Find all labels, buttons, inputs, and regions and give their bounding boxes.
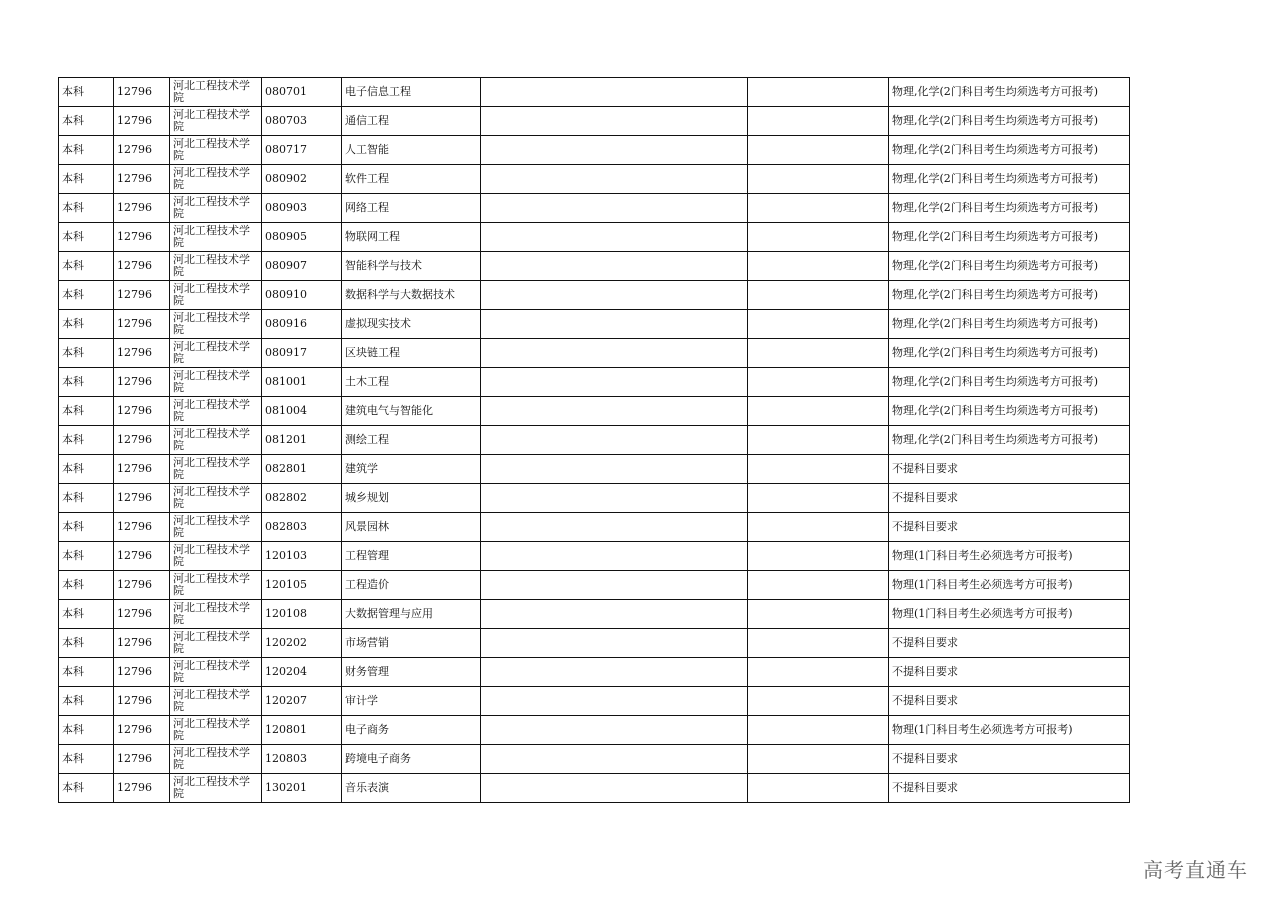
cell-blank [748,426,889,455]
cell-major-code: 080916 [262,310,342,339]
cell-major-code: 120204 [262,658,342,687]
cell-blank [481,658,748,687]
cell-major-code: 120108 [262,600,342,629]
cell-major-name: 工程造价 [342,571,481,600]
table-row [59,513,1130,542]
cell-school-name: 河北工程技术学院 [170,368,262,397]
cell-school-name: 河北工程技术学院 [170,571,262,600]
cell-major-code: 081001 [262,368,342,397]
cell-school-name: 河北工程技术学院 [170,658,262,687]
cell-blank [748,774,889,803]
cell-level: 本科 [59,629,114,658]
cell-subject-requirement: 物理,化学(2门科目考生均须选考方可报考) [889,368,1130,397]
cell-blank [748,484,889,513]
cell-school-code: 12796 [114,194,170,223]
cell-subject-requirement: 物理,化学(2门科目考生均须选考方可报考) [889,136,1130,165]
table-body [59,78,1130,803]
cell-blank [481,78,748,107]
cell-blank [748,252,889,281]
cell-subject-requirement: 物理,化学(2门科目考生均须选考方可报考) [889,252,1130,281]
cell-subject-requirement: 物理,化学(2门科目考生均须选考方可报考) [889,107,1130,136]
cell-school-code: 12796 [114,600,170,629]
cell-subject-requirement: 不提科目要求 [889,484,1130,513]
cell-level: 本科 [59,310,114,339]
table-row [59,136,1130,165]
table-row [59,484,1130,513]
cell-blank [748,107,889,136]
cell-school-code: 12796 [114,136,170,165]
cell-school-code: 12796 [114,629,170,658]
cell-level: 本科 [59,194,114,223]
cell-blank [481,310,748,339]
cell-school-code: 12796 [114,397,170,426]
cell-blank [748,165,889,194]
cell-level: 本科 [59,426,114,455]
cell-level: 本科 [59,658,114,687]
cell-school-code: 12796 [114,513,170,542]
cell-school-name: 河北工程技术学院 [170,78,262,107]
cell-level: 本科 [59,339,114,368]
cell-subject-requirement: 物理,化学(2门科目考生均须选考方可报考) [889,223,1130,252]
cell-subject-requirement: 物理,化学(2门科目考生均须选考方可报考) [889,165,1130,194]
table-row [59,658,1130,687]
cell-blank [481,252,748,281]
cell-level: 本科 [59,542,114,571]
cell-blank [481,542,748,571]
cell-school-code: 12796 [114,426,170,455]
cell-major-name: 电子商务 [342,716,481,745]
table-row [59,571,1130,600]
cell-blank [748,339,889,368]
cell-blank [481,774,748,803]
cell-level: 本科 [59,513,114,542]
cell-blank [481,397,748,426]
table-row [59,252,1130,281]
cell-blank [748,745,889,774]
cell-subject-requirement: 物理,化学(2门科目考生均须选考方可报考) [889,339,1130,368]
cell-school-code: 12796 [114,310,170,339]
cell-blank [481,629,748,658]
cell-major-code: 080917 [262,339,342,368]
cell-blank [748,223,889,252]
cell-school-name: 河北工程技术学院 [170,165,262,194]
cell-school-name: 河北工程技术学院 [170,107,262,136]
cell-level: 本科 [59,368,114,397]
table-row [59,310,1130,339]
cell-major-code: 120202 [262,629,342,658]
cell-blank [481,571,748,600]
cell-major-name: 大数据管理与应用 [342,600,481,629]
cell-major-name: 电子信息工程 [342,78,481,107]
cell-school-name: 河北工程技术学院 [170,136,262,165]
cell-school-code: 12796 [114,339,170,368]
cell-major-name: 工程管理 [342,542,481,571]
cell-school-name: 河北工程技术学院 [170,716,262,745]
cell-level: 本科 [59,716,114,745]
cell-major-name: 音乐表演 [342,774,481,803]
cell-major-code: 120801 [262,716,342,745]
cell-major-code: 120803 [262,745,342,774]
cell-major-code: 120105 [262,571,342,600]
cell-subject-requirement: 不提科目要求 [889,629,1130,658]
table-row [59,716,1130,745]
cell-level: 本科 [59,281,114,310]
table-row [59,281,1130,310]
cell-level: 本科 [59,600,114,629]
cell-blank [481,426,748,455]
cell-school-name: 河北工程技术学院 [170,687,262,716]
cell-major-name: 土木工程 [342,368,481,397]
cell-blank [748,571,889,600]
cell-subject-requirement: 物理(1门科目考生必须选考方可报考) [889,600,1130,629]
table-row [59,426,1130,455]
cell-school-name: 河北工程技术学院 [170,252,262,281]
cell-school-name: 河北工程技术学院 [170,455,262,484]
table-row [59,745,1130,774]
table-row [59,223,1130,252]
cell-major-name: 网络工程 [342,194,481,223]
cell-blank [481,165,748,194]
cell-level: 本科 [59,165,114,194]
cell-school-code: 12796 [114,745,170,774]
table-row [59,455,1130,484]
table-row [59,107,1130,136]
cell-level: 本科 [59,571,114,600]
cell-school-code: 12796 [114,658,170,687]
cell-subject-requirement: 物理(1门科目考生必须选考方可报考) [889,571,1130,600]
cell-school-code: 12796 [114,774,170,803]
cell-major-code: 080903 [262,194,342,223]
cell-blank [481,368,748,397]
cell-blank [748,687,889,716]
cell-school-name: 河北工程技术学院 [170,397,262,426]
cell-major-name: 区块链工程 [342,339,481,368]
cell-blank [481,281,748,310]
cell-blank [481,600,748,629]
cell-school-code: 12796 [114,281,170,310]
cell-school-name: 河北工程技术学院 [170,542,262,571]
cell-major-name: 审计学 [342,687,481,716]
cell-major-name: 建筑学 [342,455,481,484]
cell-subject-requirement: 物理(1门科目考生必须选考方可报考) [889,716,1130,745]
cell-level: 本科 [59,774,114,803]
table-row [59,600,1130,629]
cell-blank [748,194,889,223]
cell-blank [748,281,889,310]
table-row [59,194,1130,223]
cell-major-code: 130201 [262,774,342,803]
cell-subject-requirement: 物理,化学(2门科目考生均须选考方可报考) [889,397,1130,426]
cell-school-name: 河北工程技术学院 [170,745,262,774]
cell-major-name: 建筑电气与智能化 [342,397,481,426]
cell-school-name: 河北工程技术学院 [170,281,262,310]
cell-level: 本科 [59,223,114,252]
cell-blank [748,455,889,484]
cell-school-code: 12796 [114,542,170,571]
cell-blank [748,658,889,687]
watermark-text: 高考直通车 [1143,858,1248,882]
table-row [59,774,1130,803]
cell-school-code: 12796 [114,107,170,136]
cell-level: 本科 [59,78,114,107]
cell-major-code: 082801 [262,455,342,484]
cell-subject-requirement: 不提科目要求 [889,745,1130,774]
cell-school-name: 河北工程技术学院 [170,223,262,252]
cell-major-code: 120103 [262,542,342,571]
cell-level: 本科 [59,484,114,513]
cell-subject-requirement: 物理,化学(2门科目考生均须选考方可报考) [889,310,1130,339]
cell-subject-requirement: 物理,化学(2门科目考生均须选考方可报考) [889,194,1130,223]
cell-subject-requirement: 物理,化学(2门科目考生均须选考方可报考) [889,281,1130,310]
cell-school-name: 河北工程技术学院 [170,774,262,803]
cell-major-name: 通信工程 [342,107,481,136]
cell-major-name: 城乡规划 [342,484,481,513]
cell-school-name: 河北工程技术学院 [170,339,262,368]
cell-major-code: 080902 [262,165,342,194]
cell-major-name: 物联网工程 [342,223,481,252]
table-row [59,687,1130,716]
cell-major-code: 082803 [262,513,342,542]
cell-level: 本科 [59,397,114,426]
cell-subject-requirement: 物理,化学(2门科目考生均须选考方可报考) [889,78,1130,107]
cell-school-name: 河北工程技术学院 [170,194,262,223]
cell-school-name: 河北工程技术学院 [170,484,262,513]
cell-blank [481,513,748,542]
cell-level: 本科 [59,252,114,281]
admission-table [58,77,1130,803]
cell-subject-requirement: 不提科目要求 [889,774,1130,803]
cell-subject-requirement: 不提科目要求 [889,658,1130,687]
cell-blank [748,136,889,165]
cell-subject-requirement: 不提科目要求 [889,687,1130,716]
cell-level: 本科 [59,455,114,484]
cell-school-name: 河北工程技术学院 [170,513,262,542]
cell-blank [481,223,748,252]
cell-subject-requirement: 物理(1门科目考生必须选考方可报考) [889,542,1130,571]
cell-major-code: 080703 [262,107,342,136]
cell-major-code: 080905 [262,223,342,252]
table-row [59,397,1130,426]
cell-school-code: 12796 [114,252,170,281]
cell-major-name: 软件工程 [342,165,481,194]
cell-major-code: 080701 [262,78,342,107]
cell-blank [481,455,748,484]
cell-blank [481,339,748,368]
cell-major-name: 测绘工程 [342,426,481,455]
cell-major-code: 080910 [262,281,342,310]
cell-blank [481,194,748,223]
cell-school-code: 12796 [114,223,170,252]
cell-major-name: 市场营销 [342,629,481,658]
cell-blank [748,368,889,397]
cell-major-code: 080907 [262,252,342,281]
cell-blank [748,310,889,339]
table-row [59,368,1130,397]
cell-blank [481,745,748,774]
cell-blank [748,629,889,658]
cell-school-code: 12796 [114,165,170,194]
cell-blank [481,716,748,745]
cell-school-code: 12796 [114,687,170,716]
cell-school-code: 12796 [114,78,170,107]
cell-major-code: 120207 [262,687,342,716]
cell-subject-requirement: 不提科目要求 [889,455,1130,484]
cell-school-name: 河北工程技术学院 [170,310,262,339]
cell-school-name: 河北工程技术学院 [170,426,262,455]
table-row [59,165,1130,194]
cell-major-name: 虚拟现实技术 [342,310,481,339]
cell-level: 本科 [59,745,114,774]
cell-blank [748,716,889,745]
cell-subject-requirement: 不提科目要求 [889,513,1130,542]
cell-school-code: 12796 [114,716,170,745]
cell-level: 本科 [59,136,114,165]
cell-major-code: 080717 [262,136,342,165]
table-row [59,542,1130,571]
cell-blank [748,542,889,571]
table-row [59,78,1130,107]
cell-major-name: 数据科学与大数据技术 [342,281,481,310]
cell-major-name: 跨境电子商务 [342,745,481,774]
cell-level: 本科 [59,107,114,136]
cell-major-code: 081004 [262,397,342,426]
table-row [59,339,1130,368]
cell-major-code: 082802 [262,484,342,513]
cell-major-name: 风景园林 [342,513,481,542]
cell-school-code: 12796 [114,571,170,600]
cell-blank [748,397,889,426]
cell-blank [748,78,889,107]
cell-blank [481,484,748,513]
cell-school-code: 12796 [114,484,170,513]
cell-blank [481,107,748,136]
cell-major-name: 智能科学与技术 [342,252,481,281]
cell-school-code: 12796 [114,368,170,397]
cell-major-name: 财务管理 [342,658,481,687]
cell-major-name: 人工智能 [342,136,481,165]
cell-blank [481,687,748,716]
cell-subject-requirement: 物理,化学(2门科目考生均须选考方可报考) [889,426,1130,455]
cell-major-code: 081201 [262,426,342,455]
table-row [59,629,1130,658]
cell-school-name: 河北工程技术学院 [170,600,262,629]
cell-blank [481,136,748,165]
cell-blank [748,513,889,542]
cell-school-name: 河北工程技术学院 [170,629,262,658]
cell-blank [748,600,889,629]
cell-school-code: 12796 [114,455,170,484]
cell-level: 本科 [59,687,114,716]
